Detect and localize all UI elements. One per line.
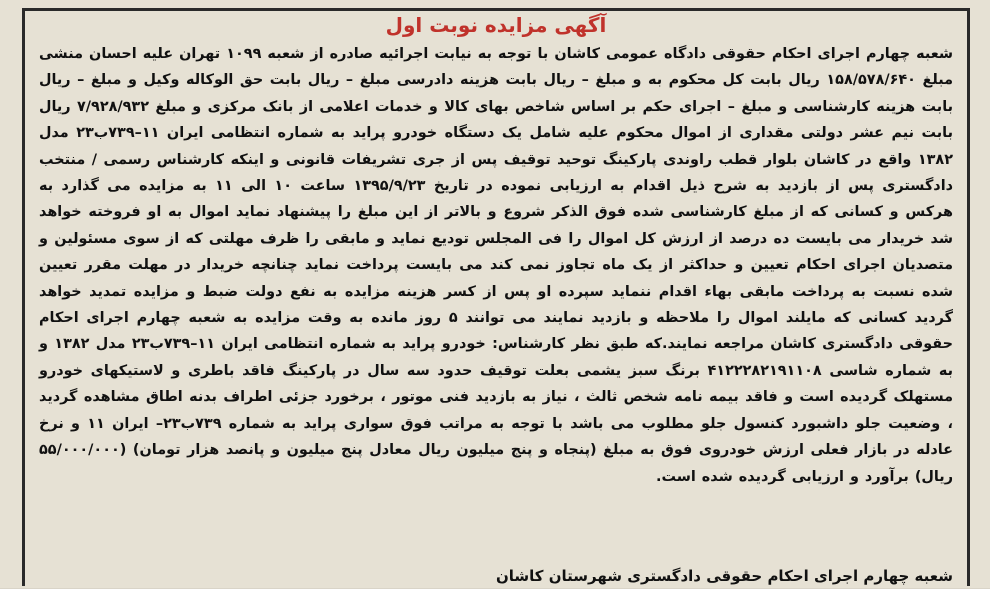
notice-frame [22, 8, 970, 586]
notice-footer-signature: شعبه چهارم اجرای احکام حقوقی دادگستری شهرستان کاشان [495, 567, 953, 585]
notice-body: شعبه چهارم اجرای احکام حقوقی دادگاه عمومی کاشان با توجه به نیابت اجرائیه صادره از شعبه ۱۰۹۹ تهران علیه احسان منشی مبلغ ۱۵۸/۵۷۸/۶۴۰ ریال بابت کل محکوم به و مبلغ – ریال بابت هزینه دادرسی مبلغ – ریال بابت حق الوکاله وکیل و مبلغ – ریال بابت هزینه کارشناسی و مبلغ – اجرای حکم بر اساس شاخص بهای کالا و خدمات اعلامی از بانک مرکزی و مبلغ ۷/۹۲۸/۹۳۲ ریال بابت نیم عشر دولتی مقداری از اموال محکوم علیه شامل یک دستگاه خودرو پراید به شماره انتظامی ایران ۱۱–۷۳۹ب۲۳ مدل ۱۳۸۲ واقع در کاشان بلوار قطب راوندی پارکینگ توحید توقیف پس از جری تشریفات قانونی و اینکه کارشناس رسمی / منتخب دادگستری پس از بازدید به شرح ذیل اقدام به ارزیابی نموده در تاریخ ۱۳۹۵/۹/۲۳ ساعت ۱۰ الی ۱۱ به مزایده می گذارد به هرکس و کسانی که از مبلغ کارشناسی شده فوق الذکر شروع و بالاتر از این مبلغ را پیشنهاد نماید اموال به او فروخته خواهد شد خریدار می بایست ده درصد از ارزش کل اموال را فی المجلس تودیع نماید و مابقی را ظرف مهلتی که از سوی مسئولین و متصدیان اجرای احکام تعیین و حداکثر از یک ماه تجاوز نمی کند می بایست پرداخت نماید چنانچه خریدار در مهلت مقرر تعیین شده نسبت به پرداخت مابقی بهاء اقدام ننماید سپرده او پس از کسر هزینه مزایده به نفع دولت ضبط و مزایده تمدید خواهد گردید کسانی که مایلند اموال را ملاحظه و بازدید نمایند می توانند ۵ روز مانده به وقت مزایده به شعبه چهارم اجرای احکام حقوقی دادگستری کاشان مراجعه نمایند.که طبق نظر کارشناس: خودرو پراید به شماره انتظامی ایران ۱۱–۷۳۹ب۲۳ مدل ۱۳۸۲ و به شماره شاسی ۴۱۲۲۲۸۲۱۹۱۱۰۸ برنگ سبز یشمی بعلت توقیف حدود سه سال در پارکینگ فاقد باطری و لاستیکهای خودرو مستهلک گردیده است و فاقد بیمه نامه شخص ثالث ، نیاز به بازدید فنی موتور ، برخورد جزئی اطراف بدنه اطاق مشاهده گردید ، وضعیت جلو داشبورد کنسول جلو مطلوب می باشد با توجه به مراتب فوق سواری پراید به شماره ۷۳۹ب۲۳– ایران ۱۱ و نرخ عادله در بازار فعلی ارزش خودروی فوق به مبلغ (پنجاه و پنج میلیون ریال معادل پنج میلیون و پانصد هزار تومان) (۵۵/۰۰۰/۰۰۰ ریال) برآورد و ارزیابی گردیده شده است. [39, 46, 954, 485]
notice-title: آگهی مزایده نوبت اول [385, 13, 607, 37]
